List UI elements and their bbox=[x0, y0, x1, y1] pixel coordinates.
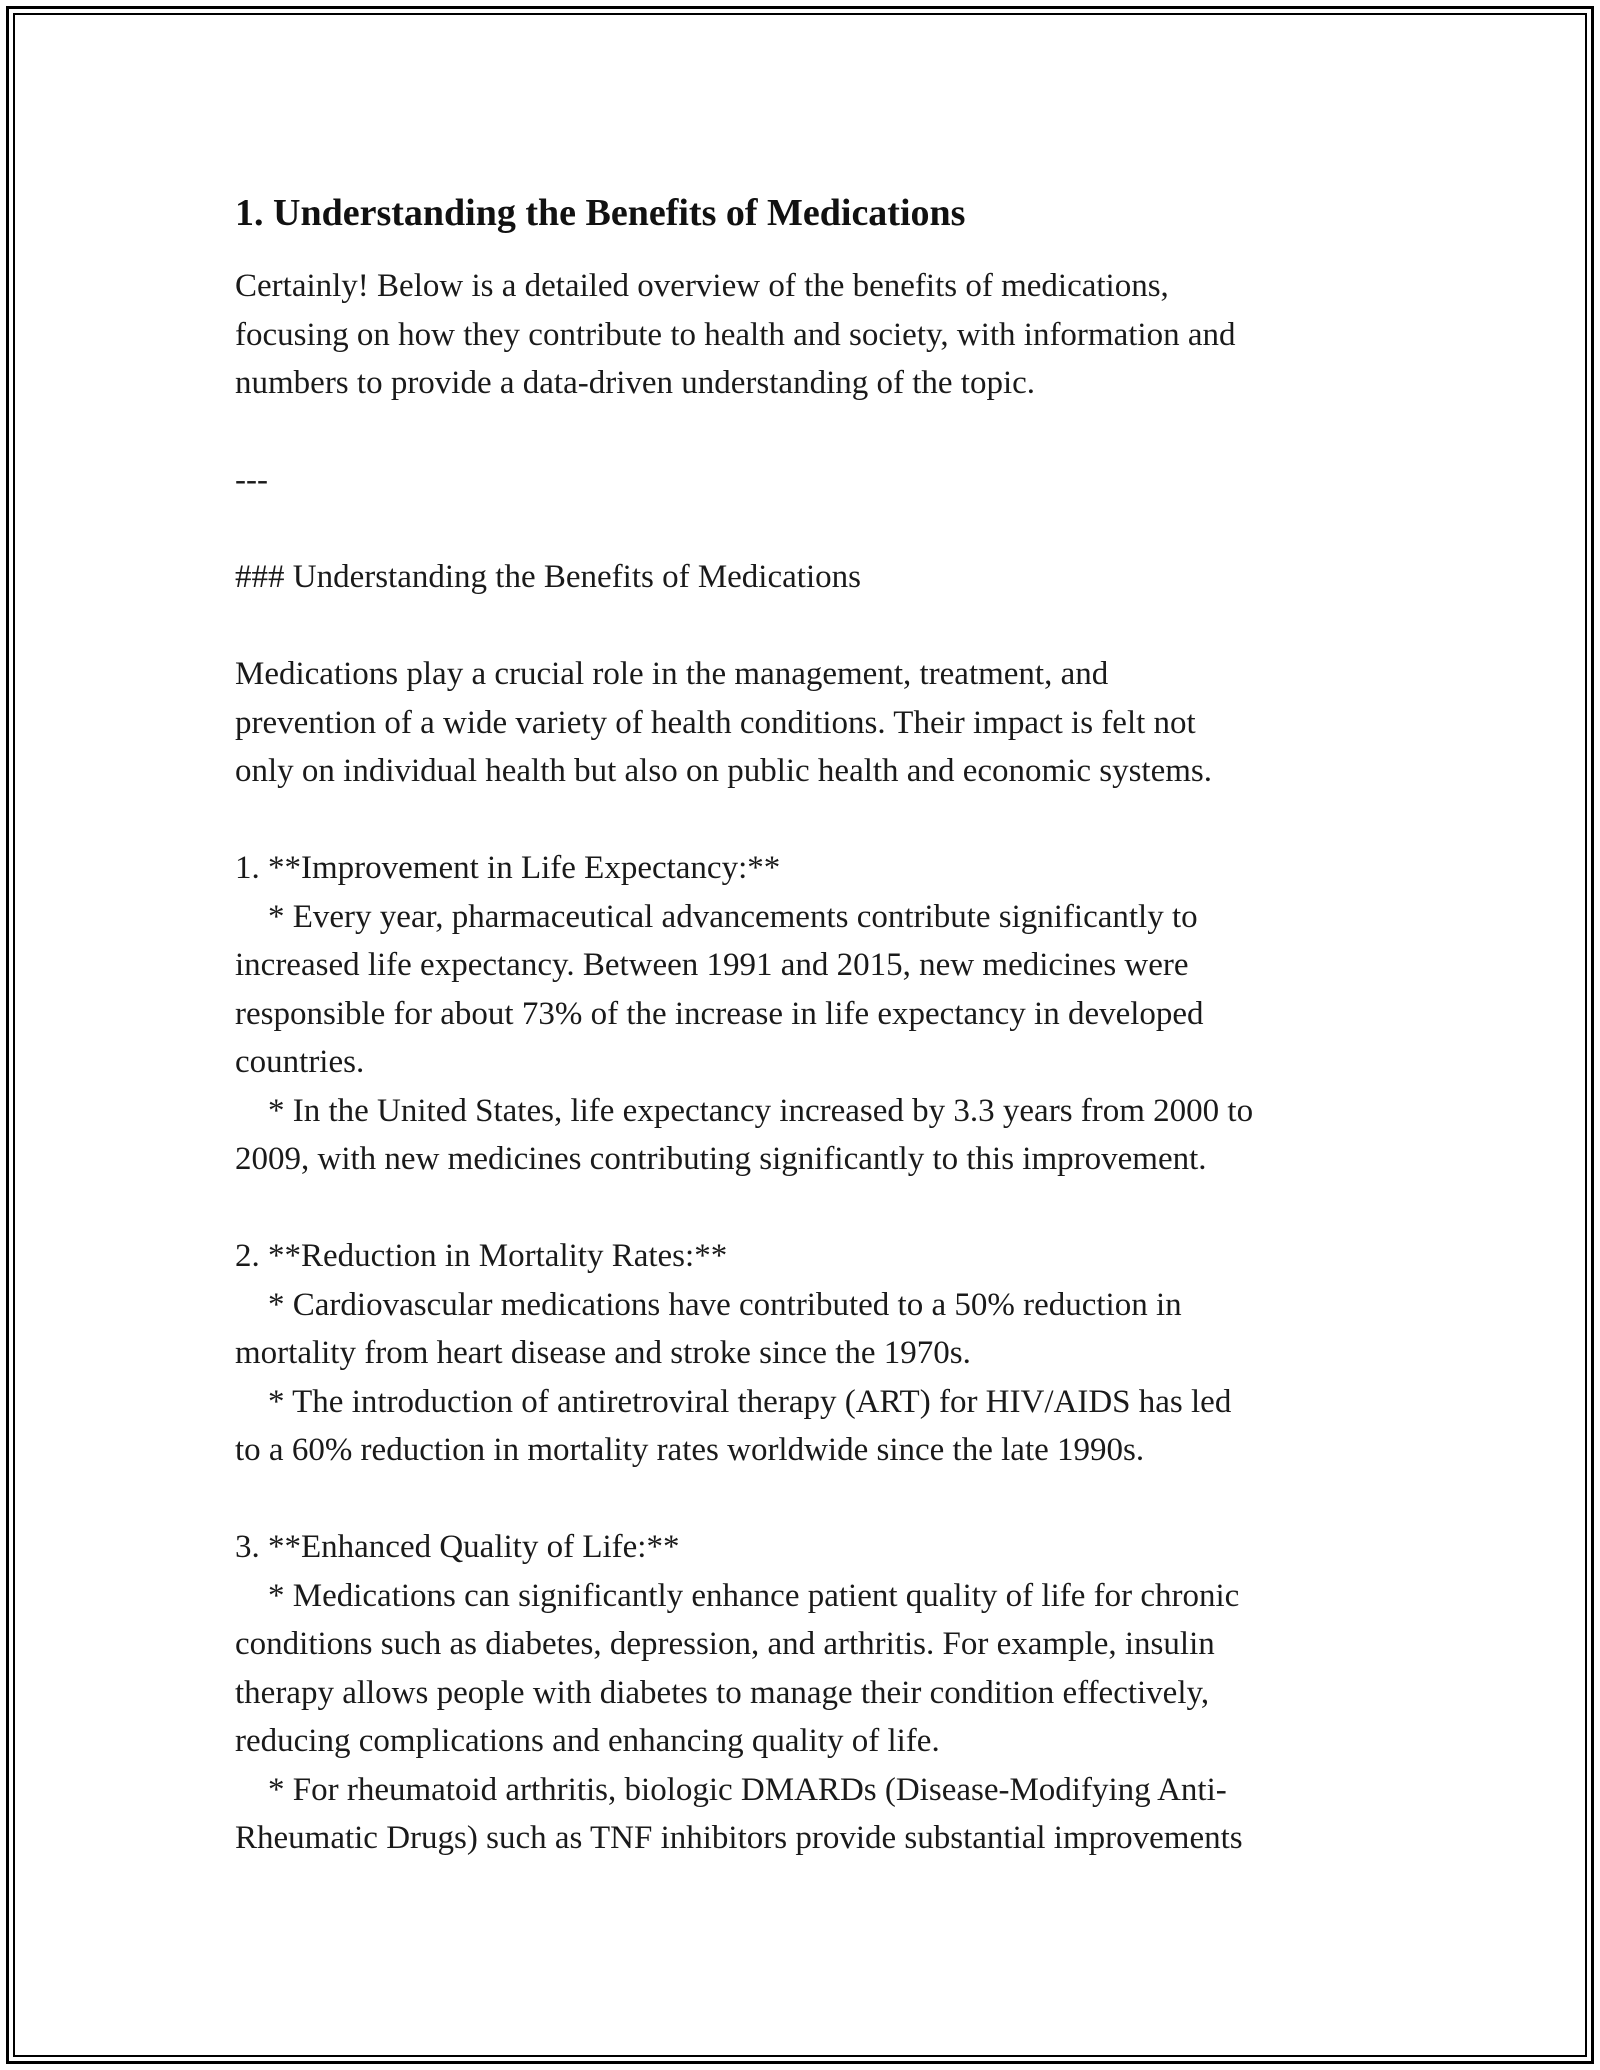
overview-paragraph: Medications play a crucial role in the management, treatment, and prevention of a wide variety of health conditions. Their impact is felt not only on individual health but also on public health and economic systems. bbox=[235, 656, 1212, 789]
section-title: 1. **Improvement in Life Expectancy:** bbox=[235, 850, 781, 886]
section-quality-of-life bbox=[235, 1523, 1385, 1863]
bullet-item: * For rheumatoid arthritis, biologic DMARDs (Disease-Modifying Anti- Rheumatic Drugs) such as TNF inhibitors provide substantial improvements bbox=[235, 1771, 1243, 1856]
spacer bbox=[235, 505, 1385, 554]
section-title: 3. **Enhanced Quality of Life:** bbox=[235, 1529, 680, 1565]
spacer bbox=[235, 602, 1385, 651]
section-life-expectancy bbox=[235, 844, 1385, 1184]
spacer bbox=[235, 1184, 1385, 1233]
spacer bbox=[235, 796, 1385, 845]
bullet-item: * In the United States, life expectancy increased by 3.3 years from 2000 to 2009, with new medicines contributing significantly to this improvement. bbox=[235, 1092, 1254, 1177]
subheading: ### Understanding the Benefits of Medications bbox=[235, 559, 861, 595]
divider-line: --- bbox=[235, 462, 268, 498]
section-mortality-rates bbox=[235, 1232, 1385, 1475]
section-title: 2. **Reduction in Mortality Rates:** bbox=[235, 1238, 728, 1274]
bullet-item: * Every year, pharmaceutical advancements contribute significantly to increased life expectancy. Between 1991 and 2015, new medicines were responsible for about 73% of the increase in life expectancy in developed countries. bbox=[235, 898, 1204, 1080]
document-heading: 1. Understanding the Benefits of Medications bbox=[235, 192, 966, 234]
bullet-item: * Cardiovascular medications have contributed to a 50% reduction in mortality from heart disease and stroke since the 1970s. bbox=[235, 1286, 1182, 1371]
spacer bbox=[235, 1475, 1385, 1524]
bullet-item: * Medications can significantly enhance patient quality of life for chronic conditions such as diabetes, depression, and arthritis. For example, insulin therapy allows people with diabetes to manage their condition effectively, reducing complications and enhancing quality of life. bbox=[235, 1577, 1240, 1759]
intro-paragraph: Certainly! Below is a detailed overview of the benefits of medications, focusing on how they contribute to health and society, with information and numbers to provide a data-driven understanding of the topic. bbox=[235, 268, 1236, 401]
bullet-item: * The introduction of antiretroviral therapy (ART) for HIV/AIDS has led to a 60% reduction in mortality rates worldwide since the late 1990s. bbox=[235, 1383, 1232, 1468]
spacer bbox=[235, 408, 1385, 457]
document-body bbox=[235, 186, 1385, 1863]
